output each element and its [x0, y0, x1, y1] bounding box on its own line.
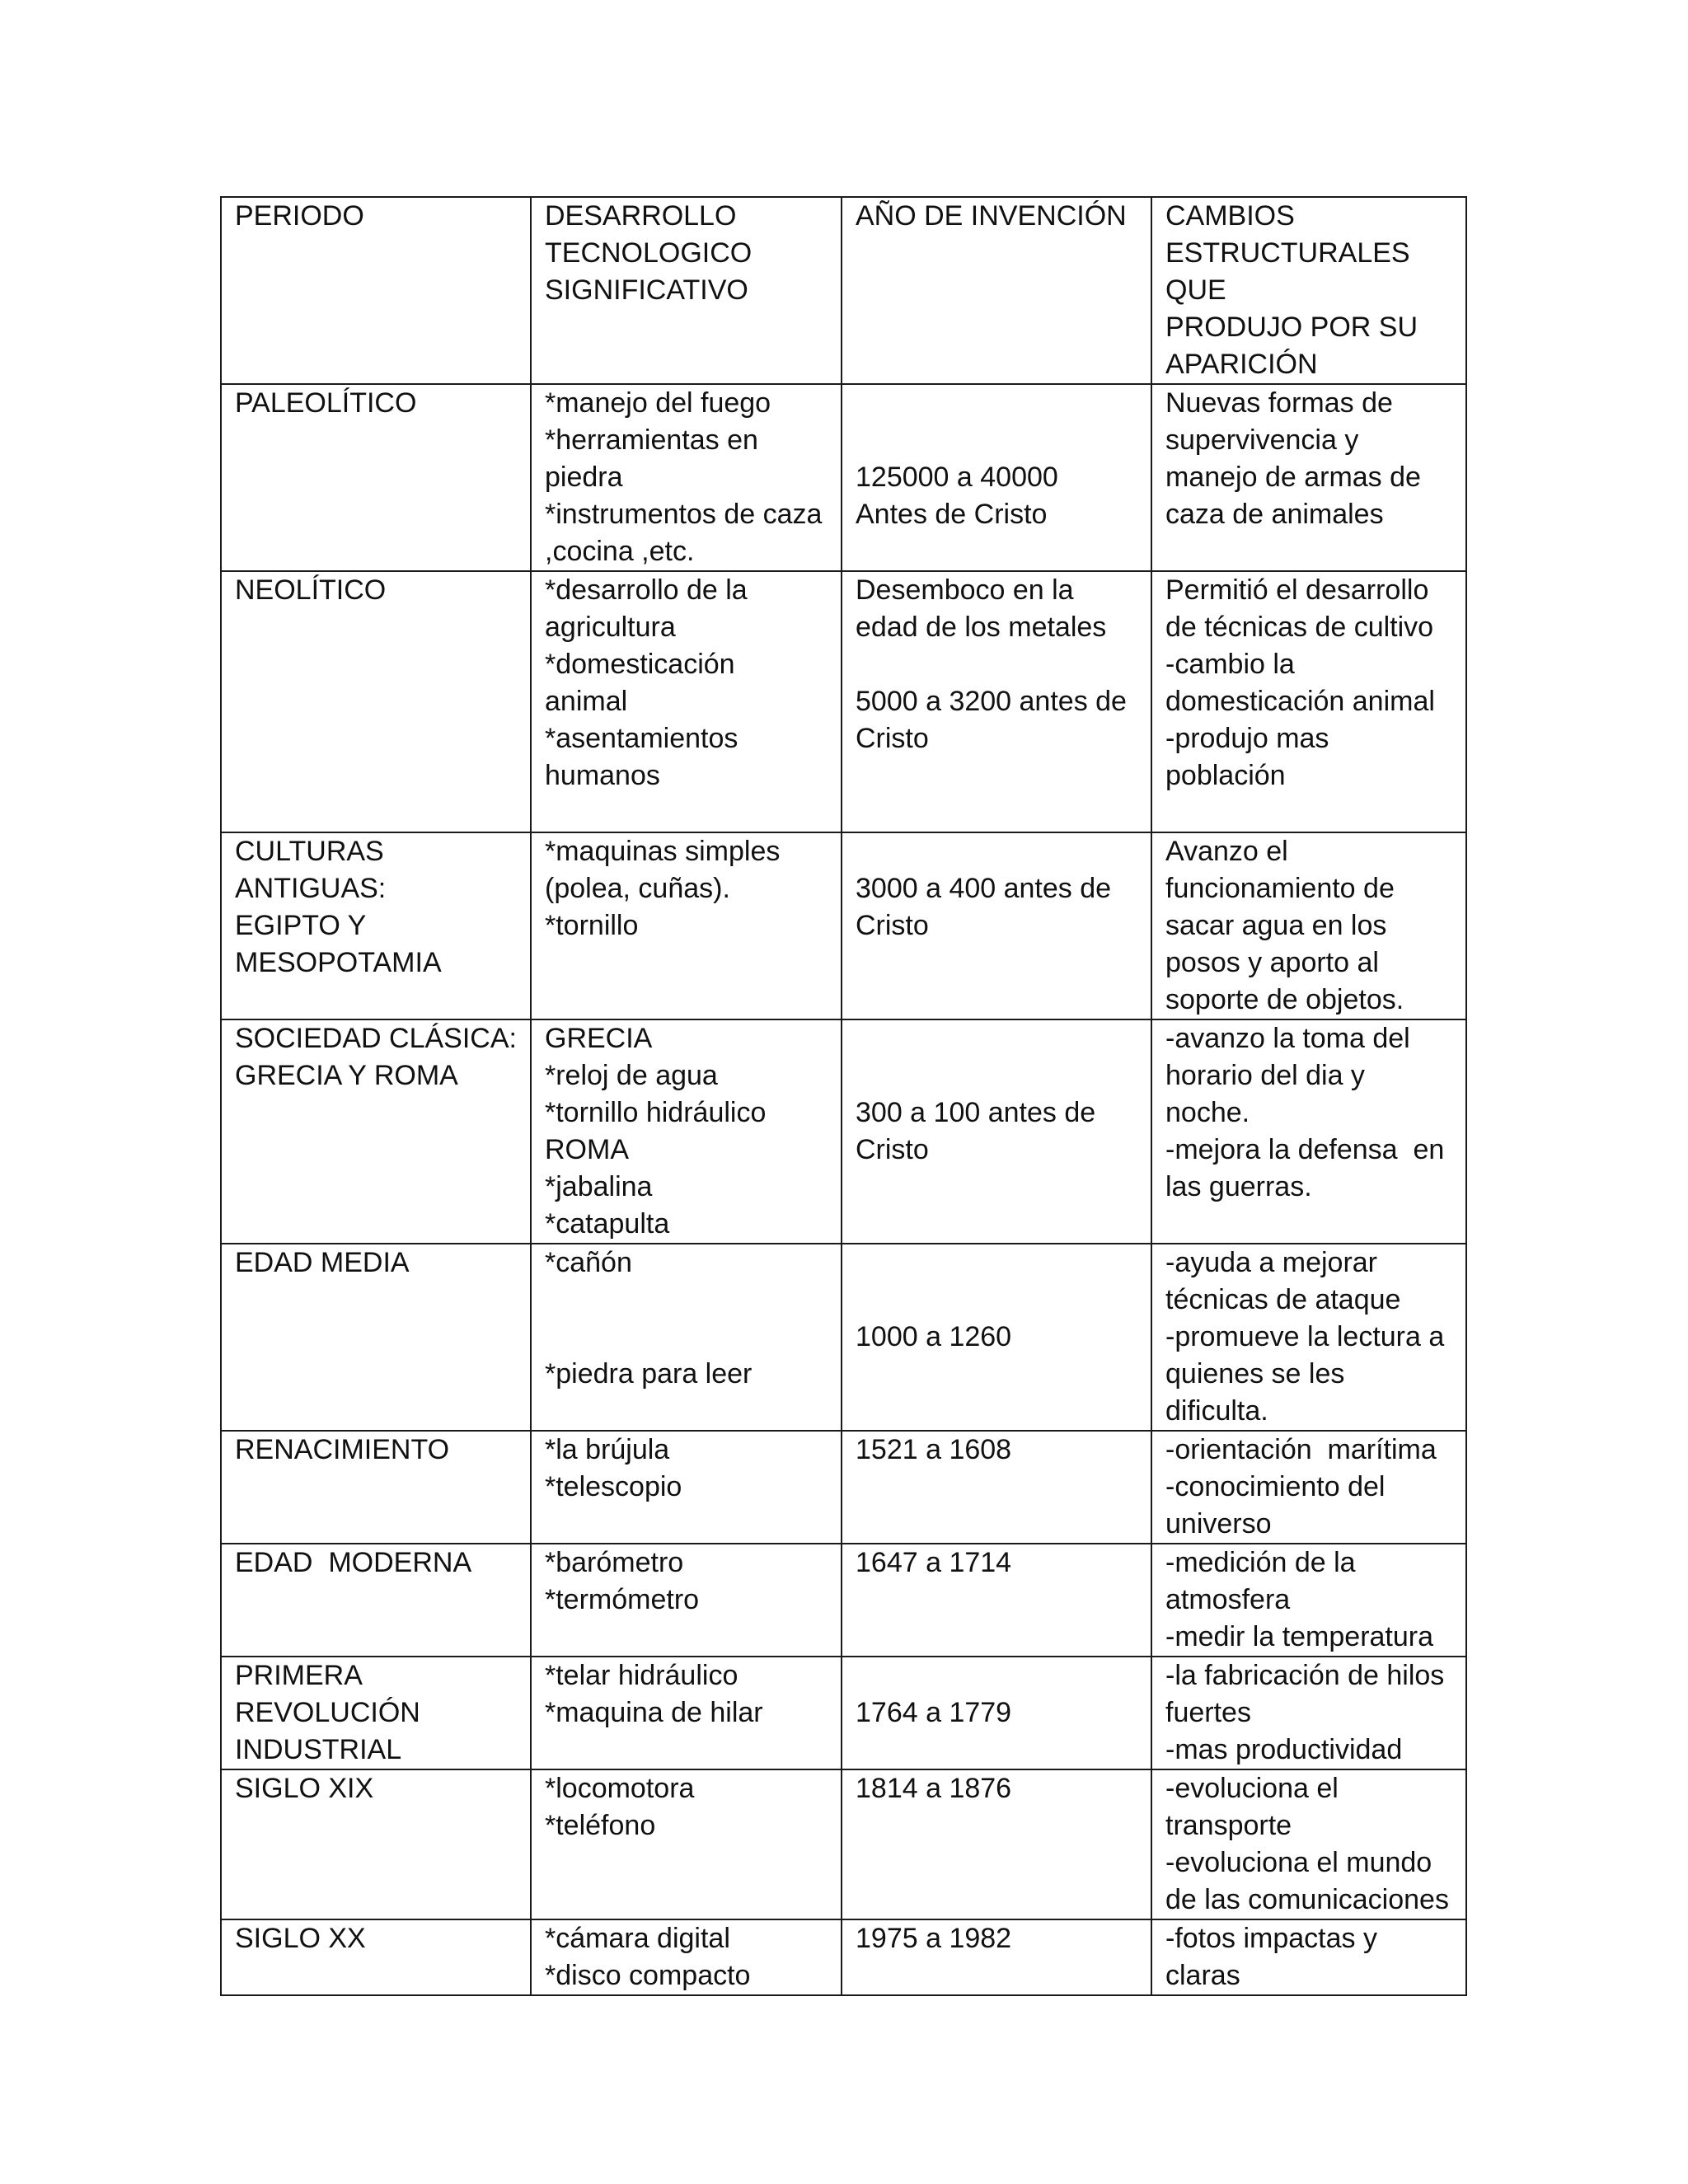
- cell-cambios-line: funcionamiento de: [1165, 873, 1395, 904]
- cell-cambios-line: sacar agua en los: [1165, 910, 1387, 941]
- header-desarrollo-line: DESARROLLO: [545, 200, 737, 232]
- cell-anio: [842, 571, 1151, 832]
- cell-desarrollo-line: animal: [545, 686, 628, 717]
- header-cambios-line: APARICIÓN: [1165, 349, 1318, 380]
- cell-anio-line: edad de los metales: [856, 612, 1107, 643]
- cell-desarrollo-line: *cañón: [545, 1247, 632, 1278]
- cell-cambios-line: claras: [1165, 1960, 1240, 1991]
- header-cambios-line: ESTRUCTURALES QUE: [1165, 237, 1418, 306]
- cell-cambios-line: Avanzo el: [1165, 836, 1288, 867]
- cell-cambios-line: -conocimiento del: [1165, 1471, 1386, 1502]
- cell-cambios-line: universo: [1165, 1508, 1272, 1540]
- cell-desarrollo-line: ,cocina ,etc.: [545, 536, 695, 567]
- cell-cambios-line: -mejora la defensa en: [1165, 1134, 1445, 1165]
- cell-anio: [842, 1657, 1151, 1769]
- cell-desarrollo: [531, 571, 842, 832]
- cell-desarrollo-line: piedra: [545, 462, 623, 493]
- cell-anio: [842, 1544, 1151, 1657]
- cell-desarrollo-line: *disco compacto: [545, 1960, 751, 1991]
- cell-cambios-line: de las comunicaciones: [1165, 1884, 1449, 1915]
- cell-anio-line: 5000 a 3200 antes de: [856, 686, 1127, 717]
- cell-anio-line: 1647 a 1714: [856, 1547, 1012, 1578]
- cell-desarrollo-line: *asentamientos: [545, 723, 738, 754]
- cell-cambios-line: técnicas de ataque: [1165, 1284, 1401, 1315]
- cell-desarrollo-line: *desarrollo de la: [545, 574, 748, 606]
- cell-periodo-line: RENACIMIENTO: [235, 1434, 450, 1465]
- cell-desarrollo-line: (polea, cuñas).: [545, 873, 730, 904]
- cell-anio-line: Cristo: [856, 723, 929, 754]
- cell-desarrollo-line: *la brújula: [545, 1434, 670, 1465]
- cell-anio-line: Antes de Cristo: [856, 499, 1048, 530]
- cell-desarrollo: [531, 1431, 842, 1544]
- cell-periodo: [221, 832, 531, 1019]
- cell-cambios: [1151, 1919, 1466, 1995]
- cell-desarrollo-line: *telescopio: [545, 1471, 682, 1502]
- cell-desarrollo-line: *manejo del fuego: [545, 387, 771, 419]
- cell-cambios-line: atmosfera: [1165, 1584, 1291, 1615]
- cell-cambios-line: fuertes: [1165, 1697, 1251, 1728]
- header-cambios: [1151, 197, 1466, 384]
- header-anio: [842, 197, 1151, 384]
- cell-anio-line: 1814 a 1876: [856, 1773, 1012, 1804]
- cell-cambios: [1151, 1431, 1466, 1544]
- table-row: [221, 1431, 1466, 1544]
- cell-cambios-line: -mas productividad: [1165, 1734, 1403, 1765]
- cell-desarrollo: [531, 384, 842, 571]
- cell-periodo-line: PALEOLÍTICO: [235, 387, 417, 419]
- table-row: [221, 1244, 1466, 1431]
- cell-anio-line: [856, 1020, 1139, 1057]
- cell-desarrollo-line: *instrumentos de caza: [545, 499, 823, 530]
- cell-cambios: [1151, 1769, 1466, 1919]
- cell-desarrollo: [531, 1769, 842, 1919]
- cell-cambios-line: -medición de la: [1165, 1547, 1356, 1578]
- cell-periodo: [221, 384, 531, 571]
- header-desarrollo-line: SIGNIFICATIVO: [545, 274, 748, 306]
- cell-cambios-line: -la fabricación de hilos: [1165, 1660, 1445, 1691]
- cell-anio-line: Cristo: [856, 1134, 929, 1165]
- cell-cambios-line: horario del dia y: [1165, 1060, 1365, 1091]
- cell-cambios-line: -promueve la lectura a: [1165, 1321, 1445, 1352]
- cell-cambios-line: caza de animales: [1165, 499, 1384, 530]
- table-row: [221, 1657, 1466, 1769]
- cell-anio-line: 1000 a 1260: [856, 1321, 1012, 1352]
- cell-cambios-line: -orientación marítima: [1165, 1434, 1437, 1465]
- cell-desarrollo-line: GRECIA: [545, 1023, 653, 1054]
- cell-cambios-line: Nuevas formas de: [1165, 387, 1393, 419]
- cell-desarrollo: [531, 1657, 842, 1769]
- cell-cambios-line: -cambio la: [1165, 649, 1295, 680]
- cell-anio-line: [856, 646, 1139, 683]
- cell-anio-line: [856, 1282, 1139, 1319]
- cell-periodo-line: EDAD MEDIA: [235, 1247, 410, 1278]
- cell-anio-line: [856, 1244, 1139, 1282]
- cell-cambios: [1151, 384, 1466, 571]
- cell-desarrollo-line: *maquina de hilar: [545, 1697, 763, 1728]
- cell-cambios-line: Permitió el desarrollo: [1165, 574, 1429, 606]
- cell-cambios-line: las guerras.: [1165, 1171, 1312, 1202]
- cell-cambios-line: noche.: [1165, 1097, 1250, 1128]
- table-row: [221, 571, 1466, 832]
- cell-anio-line: [856, 1657, 1139, 1694]
- cell-periodo-line: PRIMERA: [235, 1660, 363, 1691]
- header-periodo-text: PERIODO: [235, 200, 364, 232]
- cell-cambios-line: -ayuda a mejorar: [1165, 1247, 1378, 1278]
- cell-desarrollo-line: *reloj de agua: [545, 1060, 718, 1091]
- cell-desarrollo-line: *cámara digital: [545, 1923, 730, 1954]
- cell-cambios-line: quienes se les: [1165, 1358, 1345, 1390]
- technology-history-table: [220, 196, 1467, 1996]
- cell-periodo: [221, 1657, 531, 1769]
- cell-periodo: [221, 1769, 531, 1919]
- cell-periodo-line: EDAD MODERNA: [235, 1547, 472, 1578]
- cell-anio-line: 125000 a 40000: [856, 462, 1058, 493]
- cell-anio: [842, 384, 1151, 571]
- cell-anio-line: 1764 a 1779: [856, 1697, 1012, 1728]
- cell-desarrollo-line: [545, 794, 829, 832]
- cell-anio-line: [856, 1057, 1139, 1094]
- cell-periodo-line: SIGLO XIX: [235, 1773, 374, 1804]
- header-desarrollo: [531, 197, 842, 384]
- cell-desarrollo-line: *teléfono: [545, 1810, 656, 1841]
- cell-cambios-line: dificulta.: [1165, 1395, 1268, 1427]
- cell-cambios-line: -evoluciona el mundo: [1165, 1847, 1432, 1878]
- cell-anio-line: 1521 a 1608: [856, 1434, 1012, 1465]
- table-header-row: [221, 197, 1466, 384]
- cell-desarrollo-line: *herramientas en: [545, 424, 758, 456]
- cell-periodo-line: NEOLÍTICO: [235, 574, 387, 606]
- cell-cambios-line: de técnicas de cultivo: [1165, 612, 1434, 643]
- table-row: [221, 1019, 1466, 1244]
- cell-desarrollo: [531, 832, 842, 1019]
- cell-cambios-line: manejo de armas de: [1165, 462, 1421, 493]
- cell-desarrollo-line: *piedra para leer: [545, 1358, 753, 1390]
- cell-periodo-line: MESOPOTAMIA: [235, 947, 442, 978]
- cell-periodo-line: CULTURAS ANTIGUAS:: [235, 836, 391, 904]
- cell-anio: [842, 1919, 1151, 1995]
- cell-cambios-line: -medir la temperatura: [1165, 1621, 1434, 1652]
- cell-anio: [842, 832, 1151, 1019]
- cell-cambios-line: -fotos impactas y: [1165, 1923, 1377, 1954]
- cell-anio-line: 1975 a 1982: [856, 1923, 1012, 1954]
- cell-anio-line: Cristo: [856, 910, 929, 941]
- cell-anio: [842, 1769, 1151, 1919]
- cell-cambios-line: domesticación animal: [1165, 686, 1435, 717]
- cell-periodo-line: REVOLUCIÓN: [235, 1697, 420, 1728]
- header-periodo: [221, 197, 531, 384]
- cell-anio-line: Desemboco en la: [856, 574, 1074, 606]
- cell-desarrollo-line: *barómetro: [545, 1547, 684, 1578]
- cell-anio: [842, 1019, 1151, 1244]
- cell-anio-line: [856, 833, 1139, 870]
- cell-desarrollo-line: *locomotora: [545, 1773, 695, 1804]
- cell-desarrollo-line: ROMA: [545, 1134, 629, 1165]
- cell-cambios: [1151, 1657, 1466, 1769]
- table-row: [221, 1769, 1466, 1919]
- cell-desarrollo-line: *domesticación: [545, 649, 735, 680]
- cell-cambios: [1151, 832, 1466, 1019]
- cell-anio: [842, 1244, 1151, 1431]
- cell-desarrollo: [531, 1544, 842, 1657]
- cell-desarrollo-line: *tornillo: [545, 910, 639, 941]
- cell-cambios-line: posos y aporto al: [1165, 947, 1379, 978]
- cell-cambios: [1151, 571, 1466, 832]
- cell-anio-line: 3000 a 400 antes de: [856, 873, 1112, 904]
- cell-cambios-line: -avanzo la toma del: [1165, 1023, 1410, 1054]
- cell-periodo: [221, 1431, 531, 1544]
- cell-desarrollo-line: [545, 1282, 829, 1319]
- cell-cambios-line: transporte: [1165, 1810, 1292, 1841]
- cell-cambios-line: soporte de objetos.: [1165, 984, 1404, 1015]
- cell-desarrollo-line: *tornillo hidráulico: [545, 1097, 767, 1128]
- cell-desarrollo-line: humanos: [545, 760, 660, 791]
- table-row: [221, 384, 1466, 571]
- cell-periodo: [221, 1019, 531, 1244]
- cell-desarrollo: [531, 1244, 842, 1431]
- header-anio-text: AÑO DE INVENCIÓN: [856, 200, 1127, 232]
- cell-periodo-line: INDUSTRIAL: [235, 1734, 402, 1765]
- cell-anio-line: [856, 385, 1139, 422]
- cell-desarrollo-line: *termómetro: [545, 1584, 700, 1615]
- cell-periodo: [221, 1544, 531, 1657]
- cell-desarrollo: [531, 1919, 842, 1995]
- table-row: [221, 1919, 1466, 1995]
- cell-cambios: [1151, 1544, 1466, 1657]
- cell-periodo-line: GRECIA Y ROMA: [235, 1060, 458, 1091]
- cell-cambios-line: supervivencia y: [1165, 424, 1359, 456]
- cell-periodo-line: SOCIEDAD CLÁSICA:: [235, 1023, 517, 1054]
- table-row: [221, 1544, 1466, 1657]
- cell-anio-line: [856, 422, 1139, 459]
- header-cambios-line: PRODUJO POR SU: [1165, 312, 1418, 343]
- cell-cambios-line: -produjo mas: [1165, 723, 1329, 754]
- cell-desarrollo-line: [545, 1319, 829, 1356]
- cell-desarrollo-line: *maquinas simples: [545, 836, 781, 867]
- cell-cambios: [1151, 1019, 1466, 1244]
- cell-anio: [842, 1431, 1151, 1544]
- cell-periodo: [221, 571, 531, 832]
- cell-cambios-line: -evoluciona el: [1165, 1773, 1339, 1804]
- cell-desarrollo: [531, 1019, 842, 1244]
- cell-periodo-line: SIGLO XX: [235, 1923, 366, 1954]
- cell-periodo: [221, 1244, 531, 1431]
- header-desarrollo-line: TECNOLOGICO: [545, 237, 753, 269]
- table-row: [221, 832, 1466, 1019]
- cell-desarrollo-line: *catapulta: [545, 1208, 670, 1240]
- cell-anio-line: 300 a 100 antes de: [856, 1097, 1096, 1128]
- cell-desarrollo-line: *jabalina: [545, 1171, 653, 1202]
- header-cambios-line: CAMBIOS: [1165, 200, 1295, 232]
- cell-desarrollo-line: agricultura: [545, 612, 676, 643]
- cell-periodo-line: EGIPTO Y: [235, 910, 367, 941]
- cell-cambios: [1151, 1244, 1466, 1431]
- cell-periodo: [221, 1919, 531, 1995]
- cell-cambios-line: población: [1165, 760, 1286, 791]
- cell-desarrollo-line: *telar hidráulico: [545, 1660, 738, 1691]
